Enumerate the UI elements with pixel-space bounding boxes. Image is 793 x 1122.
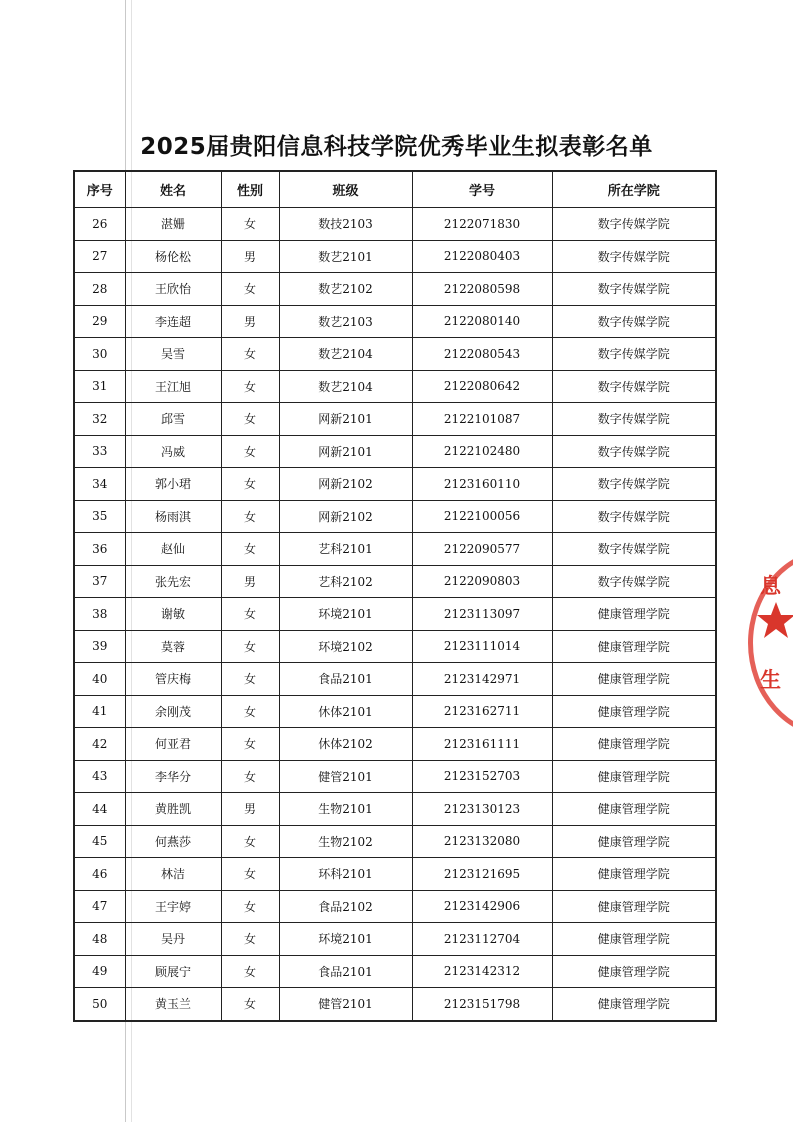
cell-gender: 女 [221, 825, 279, 858]
cell-index: 35 [74, 500, 125, 533]
cell-student-id: 2123132080 [412, 825, 552, 858]
cell-college: 数字传媒学院 [552, 240, 716, 273]
table-row [74, 533, 716, 566]
cell-gender: 男 [221, 565, 279, 598]
cell-name: 邱雪 [125, 403, 221, 436]
cell-class: 艺科2102 [279, 565, 412, 598]
cell-college: 数字传媒学院 [552, 273, 716, 306]
table-row [74, 468, 716, 501]
cell-name: 吴丹 [125, 923, 221, 956]
cell-student-id: 2122090803 [412, 565, 552, 598]
cell-name: 林洁 [125, 858, 221, 891]
cell-class: 网新2102 [279, 500, 412, 533]
cell-student-id: 2123111014 [412, 630, 552, 663]
table-row [74, 890, 716, 923]
cell-index: 26 [74, 208, 125, 241]
cell-gender: 女 [221, 208, 279, 241]
cell-student-id: 2123112704 [412, 923, 552, 956]
cell-index: 34 [74, 468, 125, 501]
cell-name: 余刚茂 [125, 695, 221, 728]
cell-gender: 女 [221, 273, 279, 306]
cell-student-id: 2123160110 [412, 468, 552, 501]
table-row [74, 435, 716, 468]
table-row [74, 500, 716, 533]
cell-class: 数技2103 [279, 208, 412, 241]
cell-index: 45 [74, 825, 125, 858]
cell-gender: 女 [221, 435, 279, 468]
cell-gender: 女 [221, 695, 279, 728]
cell-index: 28 [74, 273, 125, 306]
cell-class: 数艺2101 [279, 240, 412, 273]
table-row [74, 403, 716, 436]
cell-name: 赵仙 [125, 533, 221, 566]
cell-name: 谢敏 [125, 598, 221, 631]
graduates-table [73, 170, 717, 1022]
cell-index: 46 [74, 858, 125, 891]
seal-char-1: 息 [760, 574, 781, 598]
table-row [74, 825, 716, 858]
cell-college: 健康管理学院 [552, 663, 716, 696]
cell-class: 休体2101 [279, 695, 412, 728]
cell-gender: 女 [221, 923, 279, 956]
cell-index: 40 [74, 663, 125, 696]
cell-gender: 女 [221, 728, 279, 761]
table-row [74, 565, 716, 598]
cell-index: 39 [74, 630, 125, 663]
table-header-row [74, 171, 716, 208]
header-college: 所在学院 [552, 171, 716, 208]
cell-gender: 女 [221, 955, 279, 988]
cell-name: 莫蓉 [125, 630, 221, 663]
table-row [74, 793, 716, 826]
cell-college: 健康管理学院 [552, 955, 716, 988]
cell-name: 郭小珺 [125, 468, 221, 501]
seal-char-2: 生 [760, 668, 781, 692]
cell-gender: 女 [221, 760, 279, 793]
cell-index: 42 [74, 728, 125, 761]
cell-name: 张先宏 [125, 565, 221, 598]
cell-student-id: 2123161111 [412, 728, 552, 761]
cell-index: 32 [74, 403, 125, 436]
cell-index: 33 [74, 435, 125, 468]
cell-gender: 女 [221, 370, 279, 403]
cell-college: 数字传媒学院 [552, 208, 716, 241]
cell-name: 李华分 [125, 760, 221, 793]
cell-college: 数字传媒学院 [552, 468, 716, 501]
cell-class: 数艺2103 [279, 305, 412, 338]
cell-gender: 女 [221, 890, 279, 923]
cell-name: 吴雪 [125, 338, 221, 371]
table-row [74, 208, 716, 241]
cell-name: 王宇婷 [125, 890, 221, 923]
cell-college: 健康管理学院 [552, 923, 716, 956]
cell-college: 数字传媒学院 [552, 565, 716, 598]
cell-index: 44 [74, 793, 125, 826]
cell-college: 健康管理学院 [552, 695, 716, 728]
cell-gender: 女 [221, 663, 279, 696]
cell-class: 数艺2102 [279, 273, 412, 306]
star-icon [756, 600, 793, 640]
header-name: 姓名 [125, 171, 221, 208]
page-title: 2025届贵阳信息科技学院优秀毕业生拟表彰名单 [140, 134, 653, 160]
table-row [74, 370, 716, 403]
cell-class: 健管2101 [279, 988, 412, 1021]
table-row [74, 695, 716, 728]
cell-index: 31 [74, 370, 125, 403]
cell-college: 健康管理学院 [552, 825, 716, 858]
cell-index: 43 [74, 760, 125, 793]
header-gender: 性别 [221, 171, 279, 208]
cell-index: 48 [74, 923, 125, 956]
cell-student-id: 2123142906 [412, 890, 552, 923]
cell-name: 李连超 [125, 305, 221, 338]
cell-college: 数字传媒学院 [552, 533, 716, 566]
table-row [74, 988, 716, 1021]
table-row [74, 923, 716, 956]
cell-class: 网新2101 [279, 435, 412, 468]
cell-index: 29 [74, 305, 125, 338]
cell-index: 30 [74, 338, 125, 371]
cell-index: 38 [74, 598, 125, 631]
cell-college: 数字传媒学院 [552, 435, 716, 468]
cell-class: 环境2101 [279, 598, 412, 631]
header-student-id: 学号 [412, 171, 552, 208]
cell-gender: 男 [221, 305, 279, 338]
cell-index: 47 [74, 890, 125, 923]
cell-name: 黄胜凯 [125, 793, 221, 826]
cell-index: 37 [74, 565, 125, 598]
cell-college: 数字传媒学院 [552, 370, 716, 403]
cell-name: 王江旭 [125, 370, 221, 403]
table-row [74, 760, 716, 793]
cell-gender: 男 [221, 240, 279, 273]
cell-college: 数字传媒学院 [552, 305, 716, 338]
cell-college: 健康管理学院 [552, 793, 716, 826]
table-row [74, 598, 716, 631]
cell-gender: 女 [221, 468, 279, 501]
cell-class: 食品2101 [279, 955, 412, 988]
cell-name: 杨雨淇 [125, 500, 221, 533]
cell-index: 27 [74, 240, 125, 273]
cell-name: 杨伦松 [125, 240, 221, 273]
cell-name: 何亚君 [125, 728, 221, 761]
cell-college: 健康管理学院 [552, 630, 716, 663]
header-class: 班级 [279, 171, 412, 208]
cell-college: 健康管理学院 [552, 728, 716, 761]
cell-class: 环境2102 [279, 630, 412, 663]
cell-student-id: 2122090577 [412, 533, 552, 566]
table-row [74, 630, 716, 663]
cell-student-id: 2122080543 [412, 338, 552, 371]
table-row [74, 955, 716, 988]
cell-index: 36 [74, 533, 125, 566]
table-row [74, 663, 716, 696]
cell-gender: 女 [221, 338, 279, 371]
cell-gender: 女 [221, 500, 279, 533]
cell-class: 休体2102 [279, 728, 412, 761]
cell-class: 环科2101 [279, 858, 412, 891]
cell-college: 健康管理学院 [552, 988, 716, 1021]
cell-name: 管庆梅 [125, 663, 221, 696]
header-index: 序号 [74, 171, 125, 208]
cell-class: 健管2101 [279, 760, 412, 793]
table-row [74, 338, 716, 371]
cell-name: 湛姗 [125, 208, 221, 241]
cell-class: 数艺2104 [279, 338, 412, 371]
cell-name: 王欣怡 [125, 273, 221, 306]
cell-student-id: 2122100056 [412, 500, 552, 533]
cell-gender: 女 [221, 988, 279, 1021]
cell-index: 49 [74, 955, 125, 988]
cell-student-id: 2122080642 [412, 370, 552, 403]
cell-college: 健康管理学院 [552, 890, 716, 923]
cell-student-id: 2122080598 [412, 273, 552, 306]
cell-class: 网新2101 [279, 403, 412, 436]
cell-name: 冯威 [125, 435, 221, 468]
cell-college: 健康管理学院 [552, 858, 716, 891]
cell-class: 网新2102 [279, 468, 412, 501]
cell-student-id: 2122101087 [412, 403, 552, 436]
cell-index: 41 [74, 695, 125, 728]
cell-student-id: 2122080140 [412, 305, 552, 338]
cell-class: 食品2102 [279, 890, 412, 923]
cell-name: 顾展宁 [125, 955, 221, 988]
cell-college: 数字传媒学院 [552, 500, 716, 533]
table-row [74, 728, 716, 761]
cell-class: 艺科2101 [279, 533, 412, 566]
table-body [74, 208, 716, 1021]
cell-student-id: 2123113097 [412, 598, 552, 631]
cell-student-id: 2122080403 [412, 240, 552, 273]
cell-student-id: 2122071830 [412, 208, 552, 241]
cell-gender: 女 [221, 533, 279, 566]
table-row [74, 273, 716, 306]
table-row [74, 305, 716, 338]
cell-class: 数艺2104 [279, 370, 412, 403]
cell-index: 50 [74, 988, 125, 1021]
cell-class: 食品2101 [279, 663, 412, 696]
table-row [74, 858, 716, 891]
cell-college: 数字传媒学院 [552, 403, 716, 436]
cell-student-id: 2123162711 [412, 695, 552, 728]
cell-college: 数字传媒学院 [552, 338, 716, 371]
cell-class: 生物2101 [279, 793, 412, 826]
cell-name: 何燕莎 [125, 825, 221, 858]
cell-gender: 女 [221, 598, 279, 631]
cell-college: 健康管理学院 [552, 598, 716, 631]
cell-student-id: 2123151798 [412, 988, 552, 1021]
cell-student-id: 2123152703 [412, 760, 552, 793]
cell-student-id: 2123142971 [412, 663, 552, 696]
cell-college: 健康管理学院 [552, 760, 716, 793]
cell-name: 黄玉兰 [125, 988, 221, 1021]
table-row [74, 240, 716, 273]
cell-gender: 女 [221, 403, 279, 436]
cell-student-id: 2123142312 [412, 955, 552, 988]
cell-gender: 女 [221, 858, 279, 891]
cell-gender: 男 [221, 793, 279, 826]
cell-class: 环境2101 [279, 923, 412, 956]
cell-student-id: 2122102480 [412, 435, 552, 468]
cell-class: 生物2102 [279, 825, 412, 858]
cell-student-id: 2123130123 [412, 793, 552, 826]
cell-student-id: 2123121695 [412, 858, 552, 891]
cell-gender: 女 [221, 630, 279, 663]
